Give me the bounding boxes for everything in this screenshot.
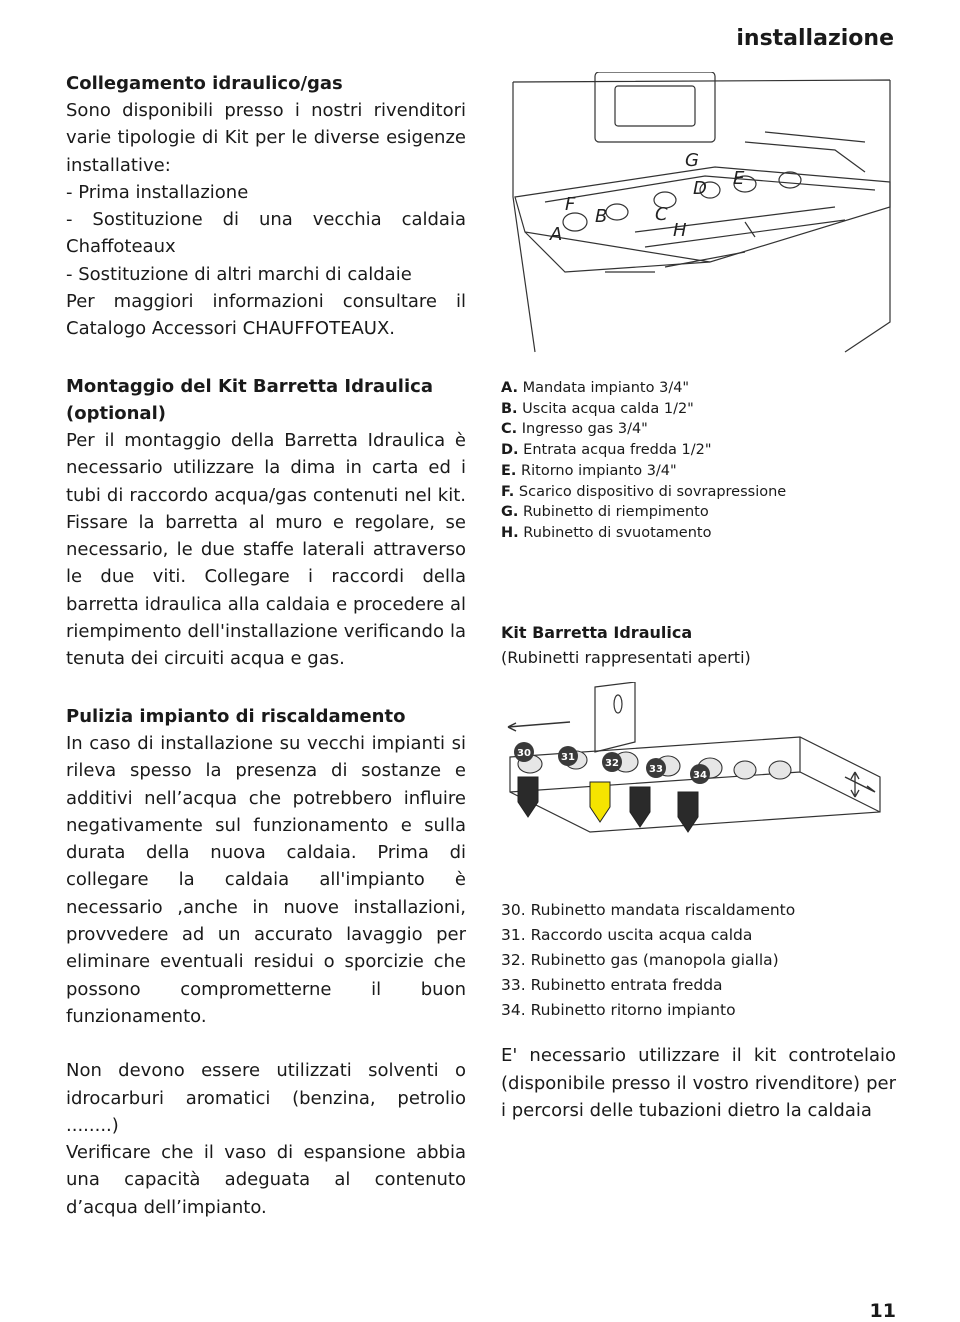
gas-valve-handle-icon: [590, 782, 610, 822]
kit-label-32: 32: [605, 758, 619, 769]
legend-item: B. Uscita acqua calda 1/2": [501, 400, 694, 417]
section-body: In caso di installazione su vecchi impianti si rileva spesso la presenza di sostanze e additivi nell’acqua che potrebbero influire negativamente sul funzionamento e sulla durata della nuova caldaia. Prima di collegare la caldaia all'impianto è necessario ,anche in nuove installazioni, provvedere ad un accurato lavaggio per eliminare eventuali residui o sporcizie che possono comprometterne il buon funzionamento.: [66, 733, 466, 1027]
kit-label-30: 30: [517, 748, 531, 759]
boiler-label-a: A: [550, 224, 563, 245]
section-header: installazione: [736, 26, 894, 51]
kit-barretta-figure: [500, 682, 900, 872]
list-item: 31. Raccordo uscita acqua calda: [501, 926, 753, 944]
section-body: Per il montaggio della Barretta Idraulica è necessario utilizzare la dima in carta ed i tubi di raccordo acqua/gas contenuti nel kit. Fissare la barretta al muro e regolare, se necessario, le due staffe laterali attraverso le due viti. Collegare i raccordi della barretta idraulica alla caldaia e procedere al riempimento dell'installazione verificando la tenuta dei circuiti acqua e gas.: [66, 430, 466, 670]
section-title: Collegamento idraulico/gas: [66, 73, 343, 94]
section-title: Pulizia impianto di riscaldamento: [66, 706, 406, 727]
frame-kit-note: E' necessario utilizzare il kit controtelaio (disponibile presso il vostro rivenditore) per i percorsi delle tubazioni dietro la caldaia: [501, 1045, 896, 1121]
page-number: 11: [869, 1300, 896, 1322]
kit-components-list: [501, 898, 795, 1023]
legend-item: E. Ritorno impianto 3/4": [501, 462, 677, 479]
connections-legend: [501, 378, 901, 544]
text-line: Catalogo Accessori CHAUFFOTEAUX.: [66, 318, 395, 340]
text-line: Per maggiori informazioni consultare il: [66, 291, 466, 313]
section-kit-mounting: [66, 373, 466, 673]
boiler-label-h: H: [673, 220, 687, 241]
boiler-label-c: C: [655, 204, 668, 225]
kit-label-31: 31: [561, 752, 575, 763]
boiler-label-d: D: [693, 178, 707, 199]
text-line: installative:: [66, 154, 171, 176]
boiler-label-e: E: [733, 168, 745, 189]
list-item: 32. Rubinetto gas (manopola gialla): [501, 951, 779, 969]
legend-item: D. Entrata acqua fredda 1/2": [501, 442, 712, 459]
boiler-label-g: G: [685, 150, 699, 171]
section-body: [66, 97, 466, 343]
section-title: Montaggio del Kit Barretta Idraulica (optional): [66, 376, 433, 424]
list-item: 34. Rubinetto ritorno impianto: [501, 1001, 736, 1019]
list-item: 33. Rubinetto entrata fredda: [501, 976, 723, 994]
legend-item: A. Mandata impianto 3/4": [501, 380, 690, 396]
text-line: Sono disponibili presso i nostri rivenditori: [66, 100, 466, 121]
section-note: Non devono essere utilizzati solventi o idrocarburi aromatici (benzina, petrolio ........): [66, 1060, 466, 1136]
text-line: varie tipologie di Kit per le diverse esigenze: [66, 127, 466, 149]
text-line: Chaffoteaux: [66, 236, 176, 258]
kit-label-33: 33: [649, 764, 663, 775]
text-line: - Prima installazione: [66, 181, 249, 203]
kit-title: Kit Barretta Idraulica: [501, 623, 693, 642]
legend-item: G. Rubinetto di riempimento: [501, 504, 709, 521]
list-item: 30. Rubinetto mandata riscaldamento: [501, 901, 796, 919]
text-line: - Sostituzione di altri marchi di caldaie: [66, 263, 412, 285]
valve-handle-icon: [518, 777, 538, 817]
boiler-label-f: F: [565, 194, 576, 215]
kit-label-34: 34: [693, 770, 707, 781]
legend-item: C. Ingresso gas 3/4": [501, 421, 648, 438]
section-heating-cleaning: [66, 703, 466, 1221]
section-hydraulic-connection: [66, 70, 466, 343]
text-line: - Sostituzione di una vecchia caldaia: [66, 209, 466, 231]
kit-subtitle: (Rubinetti rappresentati aperti): [501, 648, 751, 667]
boiler-label-b: B: [595, 206, 608, 227]
legend-item: H. Rubinetto di svuotamento: [501, 524, 712, 541]
section-note: Verificare che il vaso di espansione abbia una capacità adeguata al contenuto d’acqua dell’impianto.: [66, 1142, 466, 1218]
boiler-connections-figure: [505, 72, 905, 362]
valve-handle-icon: [630, 787, 650, 827]
legend-item: F. Scarico dispositivo di sovrapressione: [501, 483, 787, 500]
